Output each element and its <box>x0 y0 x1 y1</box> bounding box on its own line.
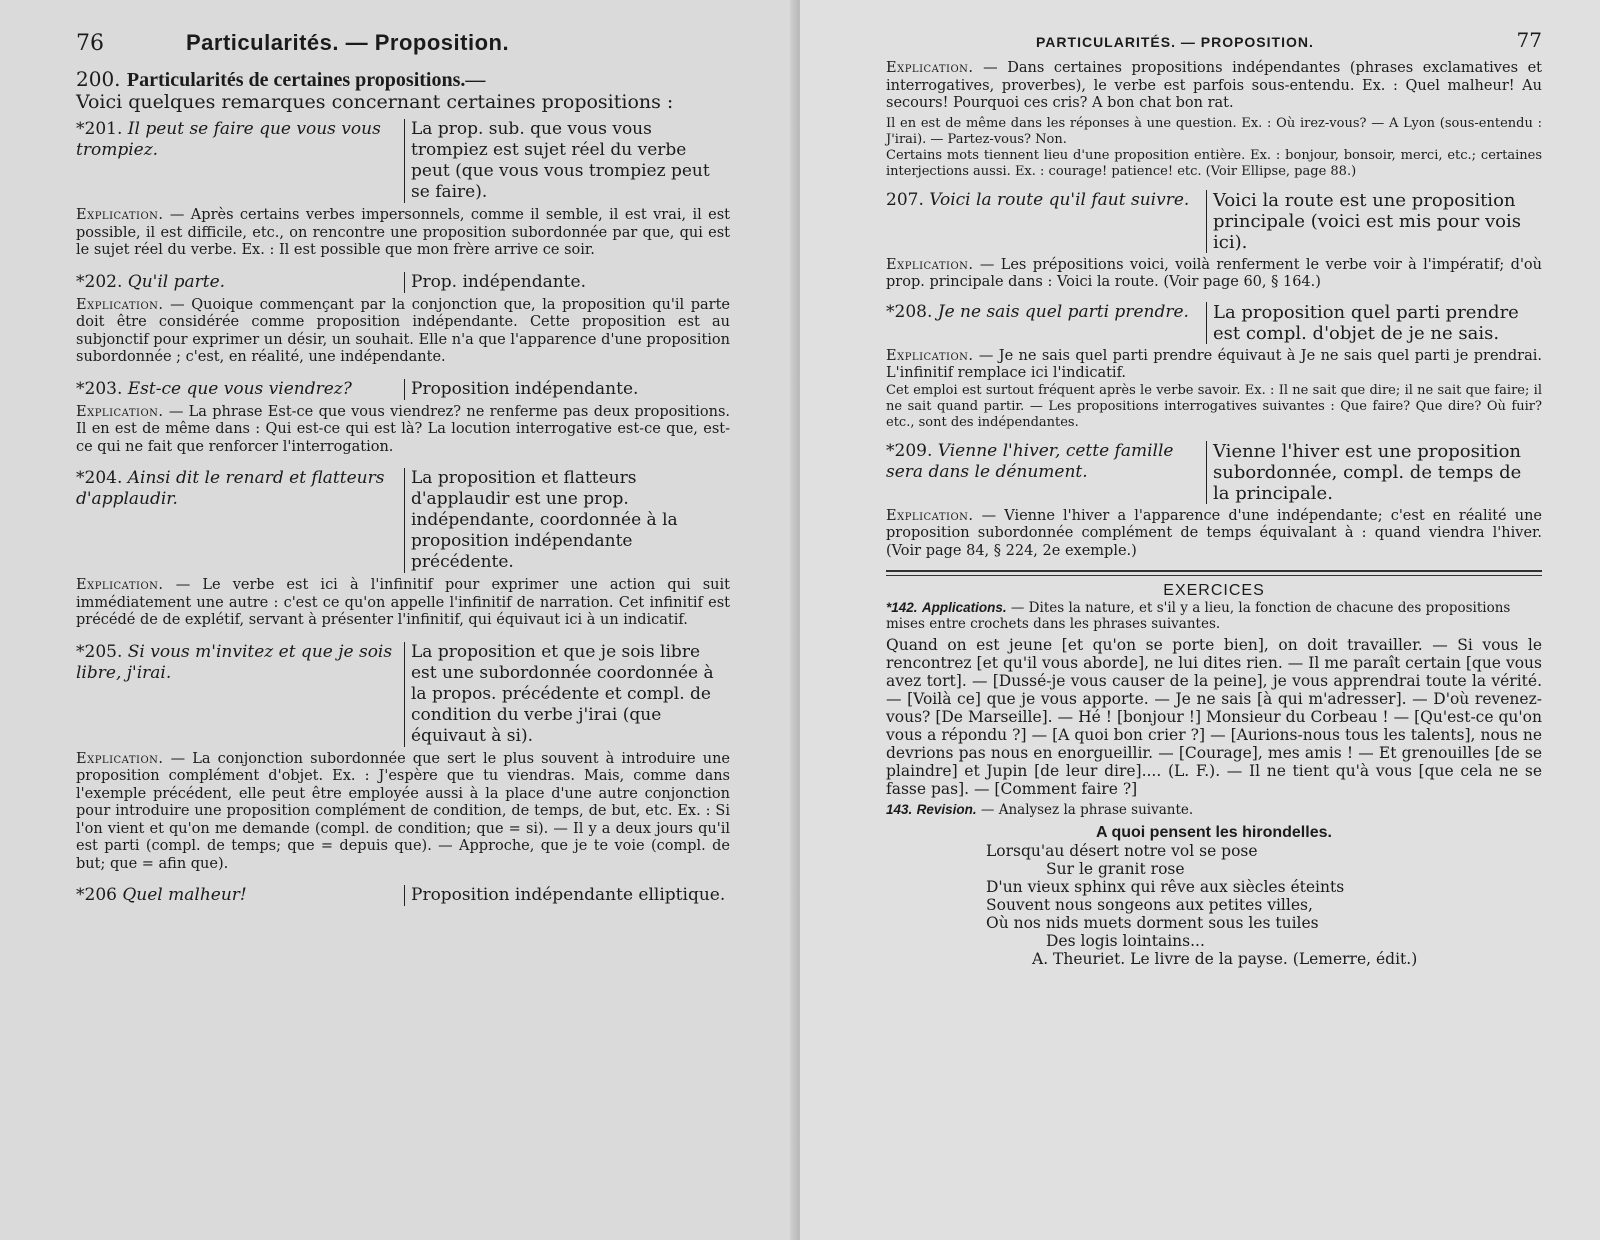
example-sentence <box>76 885 404 906</box>
page-number: 76 <box>76 31 104 56</box>
example-sentence <box>76 642 404 747</box>
explanation-text: — Après certains verbes impersonnels, comme il semble, il est vrai, il est possible, il est difficile, etc., on rencontre une proposition subordonnée par que, qui est le sujet réel du verbe. Ex. : Il est possible que mon frère arrive ce soir. <box>76 207 730 258</box>
example-analysis: Voici la route est une proposition principale (voici est mis pour vois ici). <box>1206 190 1542 253</box>
explanation-text: — Les prépositions voici, voilà renferment le verbe voir à l'impératif; d'où prop. principale dans : Voici la route. (Voir page 60, § 164.) <box>886 256 1542 290</box>
explanation-tag: Explication. <box>886 60 974 76</box>
example-analysis: Vienne l'hiver est une proposition subordonnée, compl. de temps de la principale. <box>1206 441 1542 504</box>
example-row <box>886 302 1542 344</box>
note: Cet emploi est surtout fréquent après le verbe savoir. Ex. : Il ne sait que dire; il ne sait que faire; il ne sait quand partir. — Les propositions interrogatives suivantes : Que faire? Que dire? Où fuir? etc., sont des indépendantes. <box>886 382 1542 430</box>
running-head-right <box>886 28 1542 52</box>
example-text: Vienne l'hiver, cette famille sera dans le dénument. <box>886 440 1174 482</box>
item-number: *203. <box>76 378 123 399</box>
item-number: *209. <box>886 440 933 461</box>
example-sentence <box>76 119 404 203</box>
example-analysis: Prop. indépendante. <box>404 272 730 293</box>
explanation-text: — Je ne sais quel parti prendre équivaut à Je ne sais quel parti je prendrai. L'infinitif remplace ici l'indicatif. <box>886 347 1542 381</box>
item-number: *208. <box>886 301 933 322</box>
exercise-instruction: — Dites la nature, et s'il y a lieu, la fonction de chacune des propositions mises entre crochets dans les phrases suivantes. <box>886 600 1511 632</box>
explanation <box>76 404 730 457</box>
exercise-142-instruction <box>886 600 1542 632</box>
right-page <box>800 0 1600 1240</box>
explanation-tag: Explication. <box>76 207 164 223</box>
example-sentence <box>886 441 1206 504</box>
explanation-tag: Explication. <box>886 347 974 364</box>
poem-line: Où nos nids muets dorment sous les tuiles <box>986 914 1319 932</box>
example-row <box>76 379 730 400</box>
example-analysis: La proposition et que je sois libre est une subordonnée coordonnée à la propos. précédente et compl. de condition du verbe j'irai (que équivaut à si). <box>404 642 730 747</box>
exercise-142-body: Quand on est jeune [et qu'on se porte bien], on doit travailler. — Si vous le rencontrez [et qu'il vous aborde], ne lui dites rien. — Il me paraît certain [que vous avez tort]. — [Dussé-je vous causer de la peine], je vous apprendrai toute la vérité. — [Voilà ce] que je vous apporte. — Je ne sais [à qui m'adresser]. — D'où revenez-vous? [De Marseille]. — Hé ! [bonjour !] Monsieur du Corbeau ! — [Qu'est-ce qu'on vous a répondu ?] — [A quoi bon crier ?] — [Aurions-nous tous les talents], nous ne devrions pas nous en enorgueillir. — [Courage], mes amis ! — Et grenouilles [de se plaindre] et Jupin [de leur dire].... (L. F.). — Il ne tient qu'à vous [que cela ne se fasse pas]. — [Comment faire ?] <box>886 636 1542 798</box>
explanation-text: — Le verbe est ici à l'infinitif pour exprimer une action qui suit immédiatement une autre : c'est ce qu'on appelle l'infinitif de narration. Cet infinitif est précédé de de explétif, servant à présenter l'infinitif, qui équivaut ici à un indicatif. <box>76 577 730 628</box>
item-number: *201. <box>76 119 123 139</box>
example-text: Voici la route qu'il faut suivre. <box>929 189 1190 210</box>
example-text: Quel malheur! <box>122 885 247 905</box>
item-number: *202. <box>76 271 123 292</box>
explanation-tag: Explication. <box>886 507 974 524</box>
example-sentence <box>76 272 404 293</box>
example-text: Si vous m'invitez et que je sois libre, j'irai. <box>76 641 393 683</box>
example-row <box>76 642 730 747</box>
exercise-title: Applications. <box>921 600 1007 615</box>
explanation <box>886 257 1542 292</box>
exercise-instruction: — Analysez la phrase suivante. <box>980 802 1194 818</box>
explanation-text: — Vienne l'hiver a l'apparence d'une indépendante; c'est en réalité une proposition subordonnée complément de temps équivalant à : quand viendra l'hiver. (Voir page 84, § 224, 2e exemple.) <box>886 507 1542 559</box>
note: Certains mots tiennent lieu d'une proposition entière. Ex. : bonjour, bonsoir, merci, etc.; certaines interjections aussi. Ex. : courage! patience! etc. (Voir Ellipse, page 88.) <box>886 147 1542 179</box>
example-sentence <box>886 302 1206 344</box>
example-analysis: La proposition et flatteurs d'applaudir est une prop. indépendante, coordonnée à la proposition indépendante précédente. <box>404 468 730 573</box>
example-text: Il peut se faire que vous vous trompiez. <box>76 119 381 160</box>
section-divider <box>886 570 1542 576</box>
explanation <box>76 297 730 367</box>
poem-title: A quoi pensent les hirondelles. <box>1096 824 1332 841</box>
poem-line: Des logis lointains... <box>1046 932 1205 950</box>
example-text: Qu'il parte. <box>127 271 226 292</box>
section-number: 200. <box>76 67 121 91</box>
example-text: Je ne sais quel parti prendre. <box>937 301 1189 322</box>
exercise-143-instruction <box>886 802 1542 818</box>
example-row <box>76 119 730 203</box>
poem <box>986 842 1542 950</box>
explanation <box>886 60 1542 113</box>
running-title: Particularités. — Proposition. <box>186 30 510 55</box>
exercise-number: 143. <box>886 802 913 817</box>
example-analysis: La prop. sub. que vous vous trompiez est sujet réel du verbe peut (que vous vous trompiez peut se faire). <box>404 119 730 203</box>
note: Il en est de même dans les réponses à une question. Ex. : Où irez-vous? — A Lyon (sous-entendu : J'irai). — Partez-vous? Non. <box>886 115 1542 147</box>
example-analysis: Proposition indépendante. <box>404 379 730 400</box>
example-analysis: Proposition indépendante elliptique. <box>404 885 730 906</box>
exercise-title: Revision. <box>916 802 977 817</box>
running-head-left <box>76 30 730 56</box>
page-number: 77 <box>1516 28 1542 52</box>
exercises-heading: EXERCICES <box>1163 582 1265 599</box>
example-text: Est-ce que vous viendrez? <box>127 378 352 399</box>
explanation-tag: Explication. <box>76 577 164 593</box>
explanation <box>76 207 730 260</box>
poem-line: Souvent nous songeons aux petites villes, <box>986 896 1313 914</box>
poem-line: Sur le granit rose <box>1046 860 1185 878</box>
section-intro: Voici quelques remarques concernant certaines propositions : <box>76 91 674 113</box>
explanation-text: — Dans certaines propositions indépendantes (phrases exclamatives et interrogatives, proverbes), le verbe est parfois sous-entendu. Ex. : Quel malheur! Au secours! Pourquoi ces cris? A bon chat bon rat. <box>886 60 1542 111</box>
explanation <box>76 751 730 874</box>
explanation-text: — La conjonction subordonnée que sert le plus souvent à introduire une proposition complément d'objet. Ex. : J'espère que tu viendras. Mais, comme dans l'exemple précédent, elle peut être employée aussi à la place d'une autre conjonction pour introduire une proposition complément de condition, de temps, de but, etc. Ex. : Si l'on vient et qu'on me demande (compl. de condition; que = si). — Il y a deux jours qu'il est parti (compl. de temps; que = depuis que). — Approche, que je te voie (compl. de but; que = afin que). <box>76 750 730 872</box>
running-title: PARTICULARITÉS. — PROPOSITION. <box>1036 34 1314 50</box>
example-sentence <box>886 190 1206 253</box>
example-sentence <box>76 468 404 573</box>
explanation <box>76 577 730 630</box>
exercise-number: *142. <box>886 600 918 615</box>
poem-line: D'un vieux sphinx qui rêve aux siècles éteints <box>986 878 1345 896</box>
explanation-tag: Explication. <box>886 256 974 273</box>
explanation-tag: Explication. <box>76 296 164 313</box>
explanation-text: — La phrase Est-ce que vous viendrez? ne renferme pas deux propositions. Il en est de même dans : Qui est-ce qui est là? La locution interrogative est-ce que, est-ce qui ne fait que renforcer l'interrogation. <box>76 403 731 455</box>
item-number: *206 <box>76 885 117 905</box>
explanation <box>886 348 1542 383</box>
poem-attribution: A. Theuriet. Le livre de la payse. (Lemerre, édit.) <box>1032 950 1418 968</box>
section-title: Particularités de certaines propositions.— <box>126 69 486 91</box>
poem-line: Lorsqu'au désert notre vol se pose <box>986 842 1258 860</box>
item-number: 207. <box>886 189 924 210</box>
example-row <box>76 885 730 906</box>
item-number: *205. <box>76 641 123 662</box>
example-row <box>886 190 1542 253</box>
explanation-tag: Explication. <box>76 750 164 767</box>
item-number: *204. <box>76 468 123 488</box>
explanation-text: — Quoique commençant par la conjonction que, la proposition qu'il parte doit être considérée comme proposition indépendante. Cette proposition est au subjonctif pour exprimer un désir, un souhait. Elle n'a que l'apparence d'une proposition subordonnée ; c'est, en réalité, une indépendante. <box>76 296 730 365</box>
section-heading <box>76 68 730 91</box>
example-row <box>886 441 1542 504</box>
explanation-tag: Explication. <box>76 403 164 420</box>
example-row <box>76 468 730 573</box>
example-row <box>76 272 730 293</box>
example-text: Ainsi dit le renard et flatteurs d'applaudir. <box>76 468 385 509</box>
example-analysis: La proposition quel parti prendre est compl. d'objet de je ne sais. <box>1206 302 1542 344</box>
example-sentence <box>76 379 404 400</box>
explanation <box>886 508 1542 561</box>
